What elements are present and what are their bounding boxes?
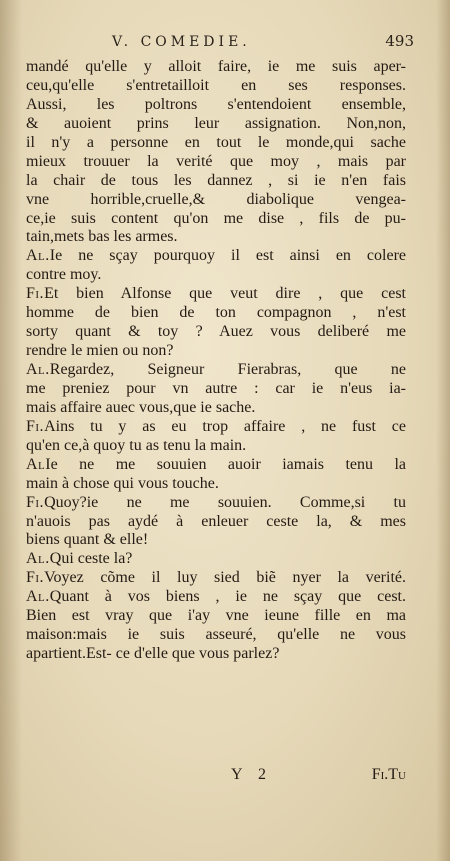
text-line [26,588,406,607]
text-line [26,210,406,229]
line-text: qu'en ce,à quoy tu as tenu la main. [26,436,247,454]
line-text: maison:mais ie suis asseuré, qu'elle ne vous [26,626,406,644]
catchword: Fi.Tu [371,766,406,783]
line-text: vne horrible,cruelle,& diabolique vengea- [26,190,406,208]
line-text: tain,mets bas les armes. [26,228,178,246]
line-text: mieux trouuer la verité que moy , mais par [26,152,406,170]
text-line [26,494,406,513]
text-line [26,569,406,588]
text-line [26,513,406,532]
line-text: n'auois pas aydé à enleuer ceste la, & mes [26,512,406,530]
line-text: homme de bien de ton compagnon , n'est [26,304,406,322]
signature-mark: Y 2 [231,766,272,783]
line-text: biens quant & elle! [26,531,149,549]
text-line [26,172,406,191]
line-text: Aussi, les poltrons s'entendoient ensemble, [26,95,406,113]
line-text: Regardez, Seigneur Fierabras, que ne [49,361,406,378]
speaker-label: Fi. [26,569,45,587]
text-line [26,323,406,342]
line-text: main à chose qui vous touche. [26,474,219,492]
text-line [26,361,406,380]
line-text: il n'y a personne en tout le monde,qui sache [26,133,406,151]
line-text: rendre le mien ou non? [26,342,174,360]
text-line [26,153,406,172]
text-line [26,134,406,153]
line-text: ceu,qu'elle s'entretailloit en ses responses. [26,76,406,94]
line-text: Ie ne me souuien auoir iamais tenu la [45,455,406,473]
line-text: ce,ie suis content qu'on me dise , fils de pu- [26,209,406,227]
line-text: contre moy. [26,266,102,284]
text-line [26,626,406,645]
line-text: me preniez pour vn autre : car ie n'eus ia- [26,379,406,397]
line-text: Quant à vos biens , ie ne sçay que cest. [49,588,406,606]
speaker-label: Al [26,455,46,473]
text-line [26,266,406,285]
text-line [26,607,406,626]
text-line [26,285,406,304]
line-text: mandé qu'elle y alloit faire, ie me suis aper- [26,58,406,75]
line-text: Voyez cõme il luy sied biẽ nyer la verité. [44,569,406,587]
text-line [26,550,406,569]
line-text: & auoient prins leur assignation. Non,non, [26,114,406,132]
line-text: Bien est vray que i'ay vne ieune fille en ma [26,607,406,625]
text-line [26,304,406,323]
speaker-label: Al. [26,550,50,568]
text-line [26,115,406,134]
text-line [26,437,406,456]
text-line [26,228,406,247]
text-line [26,645,406,664]
text-line [26,247,406,266]
text-line [26,96,406,115]
text-line [26,475,406,494]
text-line [26,531,406,550]
text-line [26,342,406,361]
running-head-title: V. COMEDIE. [112,34,251,50]
text-line [26,418,406,437]
running-head [26,34,414,56]
line-text: Ains tu y as eu trop affaire , ne fust ce [44,417,406,435]
line-text: Et bien Alfonse que veut dire , que cest [44,285,406,303]
gutter-shadow [0,0,22,861]
line-text: Qui ceste la? [49,550,133,568]
text-line [26,456,406,475]
line-text: sorty quant & toy ? Auez vous deliberé me [26,323,406,341]
speaker-label: Al. [26,361,50,378]
text-line [26,191,406,210]
text-line [26,399,406,418]
text-line [26,380,406,399]
line-text: mais affaire auec vous,que ie sache. [26,398,256,416]
page-number: 493 [385,32,414,50]
page-text [26,58,406,664]
text-line [26,77,406,96]
speaker-label: Al. [26,588,50,606]
line-text: Quoy?ie ne me souuien. Comme,si tu [44,493,406,511]
speaker-label: Fi. [26,493,45,511]
line-text: Ie ne sçay pourquoy il est ainsi en colere [49,247,406,265]
page-footer [26,766,406,788]
line-text: la chair de tous les dannez , si ie n'en fais [26,171,406,189]
line-text: apartient.Est- ce d'elle que vous parlez? [26,645,280,663]
speaker-label: Fi. [26,285,45,303]
text-line [26,58,406,77]
speaker-label: Al. [26,247,50,265]
speaker-label: Fi. [26,417,45,435]
page-edge-shadow [436,0,450,861]
